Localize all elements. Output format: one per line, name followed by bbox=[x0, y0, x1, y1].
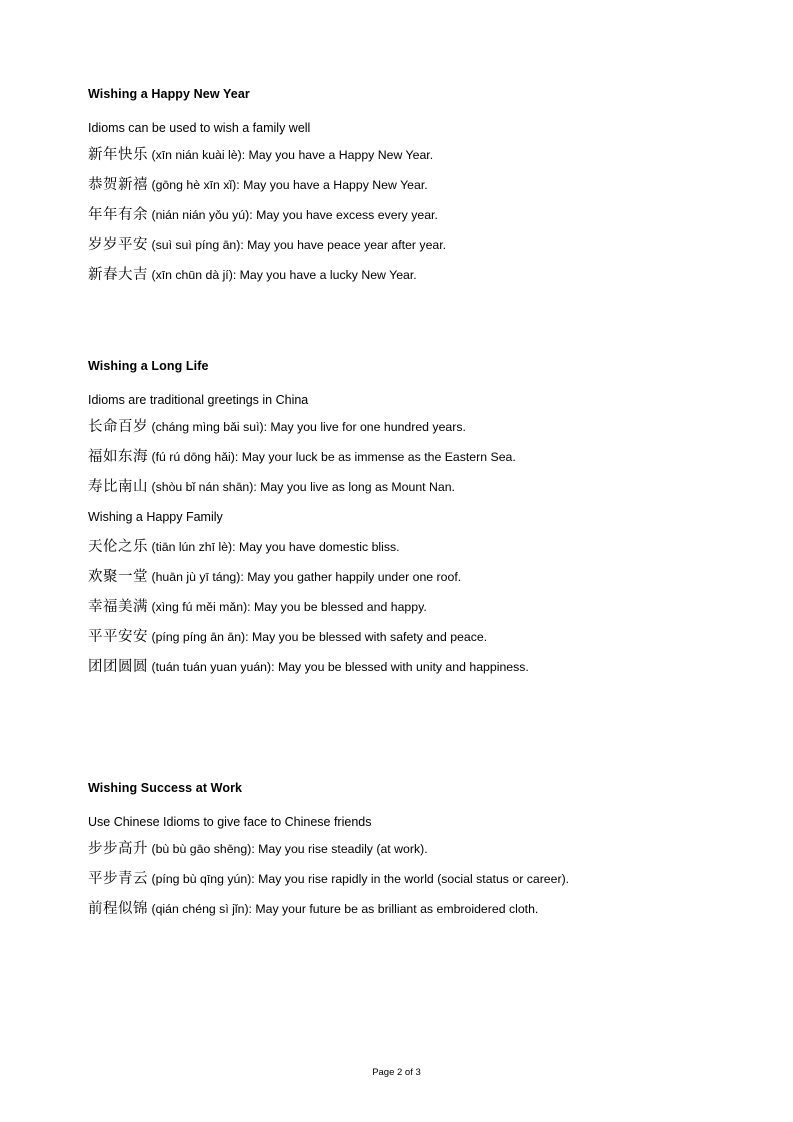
list-item bbox=[88, 418, 705, 436]
section-heading: Wishing a Happy New Year bbox=[88, 87, 250, 101]
list-item bbox=[88, 900, 705, 918]
idiom-meaning: : May you be blessed with unity and happiness. bbox=[271, 660, 529, 674]
idiom-hanzi: 新春大吉 bbox=[88, 267, 148, 283]
section-heading: Wishing a Long Life bbox=[88, 359, 209, 373]
idiom-hanzi: 新年快乐 bbox=[88, 147, 148, 163]
idiom-meaning: : May you live for one hundred years. bbox=[263, 420, 466, 434]
list-item bbox=[88, 448, 705, 466]
list-item bbox=[88, 840, 705, 858]
idiom-pinyin: (xìng fú měi mǎn) bbox=[151, 600, 248, 614]
idiom-meaning: : May you have a Happy New Year. bbox=[236, 178, 428, 192]
idiom-hanzi: 寿比南山 bbox=[88, 479, 148, 495]
list-item bbox=[88, 568, 705, 586]
list-item bbox=[88, 266, 705, 284]
section-spacer bbox=[88, 688, 705, 780]
page-footer: Page 2 of 3 bbox=[372, 1067, 421, 1078]
idiom-pinyin: (píng píng ān ān) bbox=[151, 630, 246, 644]
idiom-hanzi: 年年有余 bbox=[88, 207, 148, 223]
idiom-pinyin: (tuán tuán yuan yuán) bbox=[151, 660, 272, 674]
idiom-meaning: : May you be blessed with safety and peace. bbox=[245, 630, 488, 644]
idiom-meaning: : May you have excess every year. bbox=[249, 208, 438, 222]
idiom-hanzi: 步步高升 bbox=[88, 841, 148, 857]
idiom-meaning: : May you be blessed and happy. bbox=[247, 600, 427, 614]
list-item bbox=[88, 206, 705, 224]
section-subtitle: Idioms are traditional greetings in China bbox=[88, 393, 309, 407]
idiom-meaning: : May you have peace year after year. bbox=[240, 238, 447, 252]
idiom-meaning: : May you have a Happy New Year. bbox=[241, 148, 434, 162]
idiom-hanzi: 团团圆圆 bbox=[88, 659, 148, 675]
idiom-pinyin: (xīn chūn dà jí) bbox=[151, 268, 233, 282]
section-spacer bbox=[88, 296, 705, 358]
list-item bbox=[88, 538, 705, 556]
list-item bbox=[88, 176, 705, 194]
idiom-meaning: : May you rise rapidly in the world (social status or career). bbox=[251, 872, 570, 886]
idiom-hanzi: 前程似锦 bbox=[88, 901, 148, 917]
idiom-pinyin: (qián chéng sì jǐn) bbox=[151, 902, 249, 916]
idiom-meaning: : May your luck be as immense as the Eastern Sea. bbox=[234, 450, 516, 464]
list-item bbox=[88, 658, 705, 676]
idiom-hanzi: 福如东海 bbox=[88, 449, 148, 465]
idiom-hanzi: 天伦之乐 bbox=[88, 539, 148, 555]
idiom-pinyin: (gōng hè xīn xǐ) bbox=[151, 178, 237, 192]
idiom-hanzi: 平步青云 bbox=[88, 871, 148, 887]
idiom-pinyin: (píng bù qīng yún) bbox=[151, 872, 252, 886]
list-item bbox=[88, 236, 705, 254]
section-subtitle: Idioms can be used to wish a family well bbox=[88, 121, 311, 135]
idiom-pinyin: (shòu bǐ nán shān) bbox=[151, 480, 254, 494]
idiom-hanzi: 欢聚一堂 bbox=[88, 569, 148, 585]
list-item bbox=[88, 628, 705, 646]
idiom-meaning: : May you gather happily under one roof. bbox=[240, 570, 462, 584]
section-new-year bbox=[88, 86, 705, 284]
idiom-meaning: : May you live as long as Mount Nan. bbox=[253, 480, 455, 494]
idiom-meaning: : May your future be as brilliant as embroidered cloth. bbox=[248, 902, 539, 916]
idiom-pinyin: (huān jù yī táng) bbox=[151, 570, 241, 584]
idiom-meaning: : May you have a lucky New Year. bbox=[232, 268, 417, 282]
idiom-pinyin: (bù bù gāo shēng) bbox=[151, 842, 252, 856]
section-long-life bbox=[88, 358, 705, 676]
idiom-pinyin: (tiān lún zhī lè) bbox=[151, 540, 233, 554]
idiom-hanzi: 平平安安 bbox=[88, 629, 148, 645]
list-item bbox=[88, 146, 705, 164]
list-item bbox=[88, 870, 705, 888]
idiom-hanzi: 长命百岁 bbox=[88, 419, 148, 435]
list-item bbox=[88, 478, 705, 496]
idiom-pinyin: (nián nián yǒu yú) bbox=[151, 208, 250, 222]
idiom-hanzi: 恭贺新禧 bbox=[88, 177, 148, 193]
section-heading: Wishing Success at Work bbox=[88, 781, 243, 795]
list-item bbox=[88, 598, 705, 616]
idiom-meaning: : May you rise steadily (at work). bbox=[251, 842, 428, 856]
idiom-pinyin: (cháng mìng bǎi suì) bbox=[151, 420, 264, 434]
idiom-pinyin: (suì suì píng ān) bbox=[151, 238, 241, 252]
subsection-subtitle: Wishing a Happy Family bbox=[88, 510, 223, 524]
section-success-at-work bbox=[88, 780, 705, 918]
idiom-hanzi: 幸福美满 bbox=[88, 599, 148, 615]
idiom-pinyin: (xīn nián kuài lè) bbox=[151, 148, 242, 162]
section-subtitle: Use Chinese Idioms to give face to Chinese friends bbox=[88, 815, 372, 829]
idiom-hanzi: 岁岁平安 bbox=[88, 237, 148, 253]
idiom-meaning: : May you have domestic bliss. bbox=[232, 540, 400, 554]
idiom-pinyin: (fú rú dōng hǎi) bbox=[151, 450, 235, 464]
